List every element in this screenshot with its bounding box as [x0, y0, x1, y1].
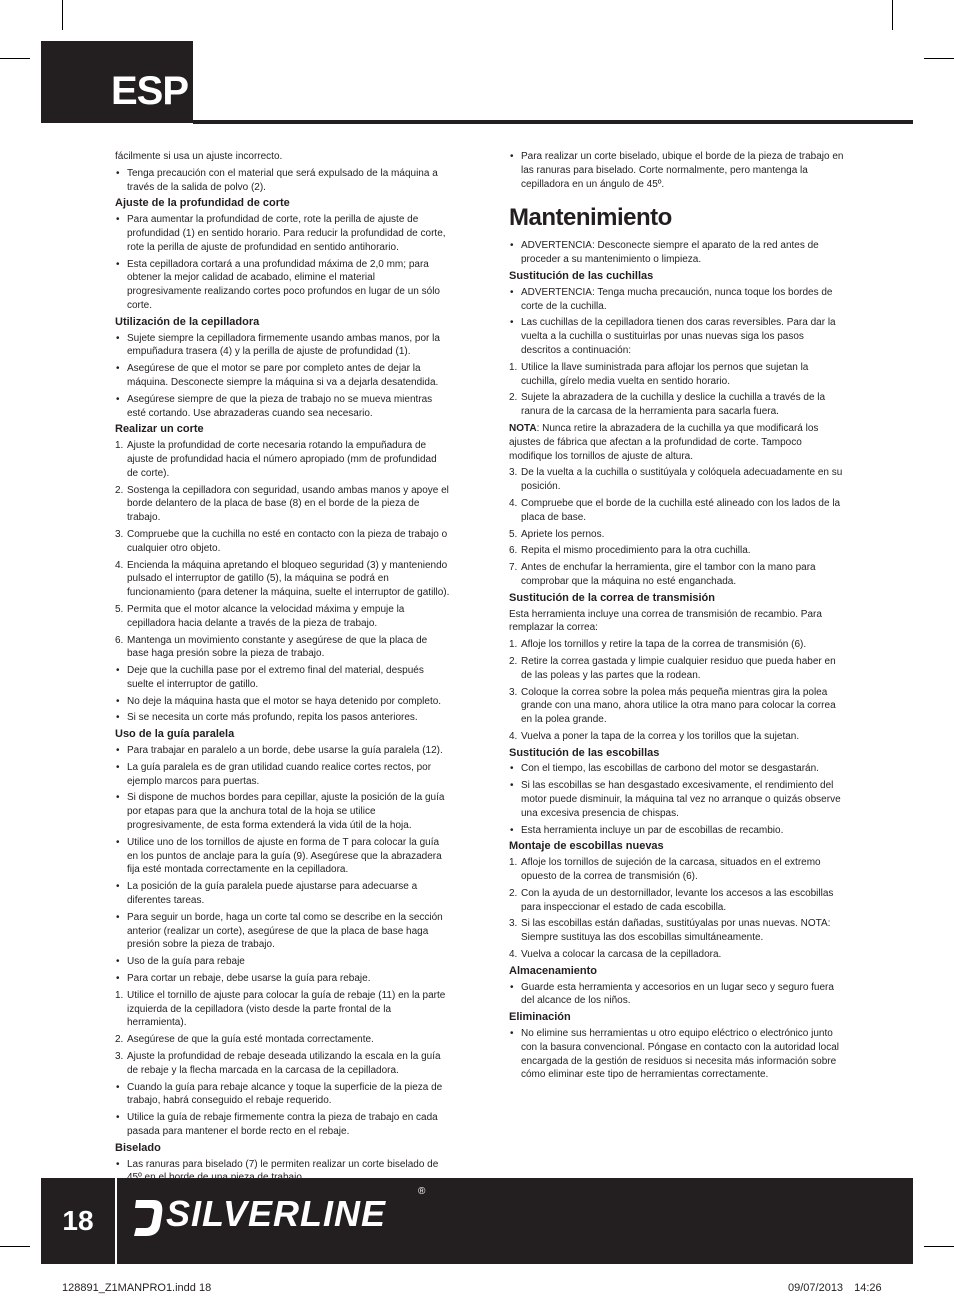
- numbered-item: [115, 559, 450, 600]
- numbered-item: [115, 528, 450, 556]
- item-text: Para aumentar la profundidad de corte, rote la perilla de ajuste de profundidad (1) en sentido horario. Para reducir la profundidad de corte, rote la perilla de ajuste de profundidad en sentido antihorario.: [127, 214, 446, 253]
- note-label: NOTA: [509, 422, 537, 434]
- bullet-icon: •: [510, 981, 514, 993]
- section-heading: Almacenamiento: [509, 964, 598, 977]
- bullet-item: [115, 761, 450, 789]
- bullet-item: [115, 362, 450, 390]
- item-text: Repita el mismo procedimiento para la otra cuchilla.: [521, 545, 751, 557]
- section-heading: Sustitución de la correa de transmisión: [509, 591, 715, 604]
- item-text: Vuelva a poner la tapa de la correa y los torillos que la sujetan.: [521, 730, 800, 742]
- item-number: 1.: [115, 989, 124, 1001]
- numbered-item: [115, 634, 450, 662]
- bullet-icon: •: [116, 1158, 120, 1170]
- section-heading: Utilización de la cepilladora: [115, 315, 260, 328]
- item-text: Para trabajar en paralelo a un borde, debe usarse la guía paralela (12).: [127, 745, 443, 757]
- item-text: Uso de la guía para rebaje: [127, 956, 245, 968]
- item-number: 2.: [509, 392, 518, 404]
- item-text: Apriete los pernos.: [521, 528, 605, 540]
- numbered-item: [509, 686, 844, 727]
- numbered-item: [509, 856, 844, 884]
- bullet-icon: •: [116, 695, 120, 707]
- bullet-icon: •: [510, 151, 514, 162]
- footer-divider: [115, 1178, 117, 1264]
- numbered-item: [509, 361, 844, 389]
- bullet-icon: •: [116, 363, 120, 375]
- item-text: La posición de la guía paralela puede ajustarse para adecuarse a diferentes tareas.: [127, 881, 418, 907]
- bullet-icon: •: [116, 1081, 120, 1093]
- item-text: Antes de enchufar la herramienta, gire el tambor con la mano para comprobar que la máquina no esté enganchada.: [521, 562, 816, 587]
- item-text: Para realizar un corte biselado, ubique el borde de la pieza de trabajo en las ranuras para biselado. Corte normalmente, pero mantenga la cepilladora en un ángulo de 45º.: [521, 151, 844, 190]
- bullet-item: [115, 711, 450, 725]
- item-text: Asegúrese de que la guía esté montada correctamente.: [127, 1034, 374, 1046]
- bullet-icon: •: [116, 214, 120, 226]
- crop-mark: [924, 58, 954, 59]
- item-text: Retire la correa gastada y limpie cualquier residuo que pueda haber en de las poleas y las partes que la rodean.: [521, 655, 836, 681]
- item-number: 5.: [509, 528, 518, 540]
- section-heading: Realizar un corte: [115, 423, 204, 436]
- bullet-item: [509, 824, 844, 838]
- bullet-icon: •: [116, 1112, 120, 1124]
- item-text: Ajuste la profundidad de corte necesaria rotando la empuñadura de ajuste de profundidad hacia el número apropiado (mm de profundidad de corte).: [127, 440, 437, 479]
- item-number: 1.: [115, 440, 124, 452]
- item-number: 6.: [115, 634, 124, 646]
- item-number: 4.: [115, 559, 124, 571]
- section-heading: Ajuste de la profundidad de corte: [115, 197, 290, 210]
- item-text: ADVERTENCIA: Desconecte siempre el aparato de la red antes de proceder a su mantenimiento o limpieza.: [521, 240, 819, 266]
- bullet-item: [115, 791, 450, 832]
- item-text: Coloque la correa sobre la polea más pequeña mientras gira la polea grande con una mano, ahora utilice la otra mano para colocar la correa en la polea grande.: [521, 686, 836, 726]
- item-text: Mantenga un movimiento constante y asegúrese de que la placa de base haga presión sobre la pieza de trabajo.: [127, 634, 428, 660]
- item-number: 5.: [115, 603, 124, 615]
- numbered-item: [509, 466, 844, 494]
- numbered-item: [115, 484, 450, 525]
- item-text: La guía paralela es de gran utilidad cuando realice cortes rectos, por ejemplo marcos para puertas.: [127, 761, 432, 787]
- item-text: Utilice el tornillo de ajuste para colocar la guía de rebaje (11) en la parte izquierda de la cepilladora (visto desde la parte frontal de la herramienta).: [127, 989, 446, 1029]
- logo-hook-icon: [132, 1192, 166, 1242]
- bullet-item: [115, 332, 450, 360]
- item-number: 2.: [509, 887, 518, 899]
- item-text: Con el tiempo, las escobillas de carbono del motor se desgastarán.: [521, 763, 819, 775]
- numbered-item: [115, 1033, 450, 1047]
- numbered-item: [509, 730, 844, 744]
- bullet-icon: •: [116, 712, 120, 724]
- bullet-icon: •: [510, 780, 514, 792]
- item-text: Esta cepilladora cortará a una profundidad máxima de 2,0 mm; para obtener la mejor calidad de acabado, elimine el material progresivamente realizando cortes poco profundos en lugar de un sólo corte.: [127, 258, 440, 311]
- bullet-icon: •: [510, 317, 514, 329]
- bullet-icon: •: [510, 763, 514, 775]
- item-number: 3.: [115, 528, 124, 540]
- bullet-icon: •: [116, 881, 120, 893]
- crop-mark: [62, 0, 63, 30]
- section-heading: Eliminación: [509, 1011, 571, 1024]
- item-text: Si las escobillas están dañadas, sustitúyalas por unas nuevas. NOTA: Siempre sustituya las dos escobillas simultáneamente.: [521, 918, 831, 944]
- paragraph: Esta herramienta incluye una correa de transmisión de recambio. Para remplazar la correa:: [509, 608, 822, 634]
- item-text: Ajuste la profundidad de rebaje deseada utilizando la escala en la guía de rebaje y la flecha marcada en la carcasa de la cepilladora.: [127, 1051, 441, 1076]
- numbered-item: [509, 497, 844, 525]
- item-text: Compruebe que el borde de la cuchilla esté alineado con los lados de la placa de base.: [521, 497, 841, 523]
- item-text: Sujete la abrazadera de la cuchilla y deslice la cuchilla a través de la ranura de la carcasa de la herramienta para sacarla fuera.: [521, 392, 826, 418]
- date-slug: 09/07/2013 14:26: [788, 1282, 882, 1294]
- item-text: ADVERTENCIA: Tenga mucha precaución, nunca toque los bordes de corte de la cuchilla.: [521, 286, 833, 312]
- language-label: ESP: [111, 69, 189, 113]
- item-text: Si se necesita un corte más profundo, repita los pasos anteriores.: [127, 712, 418, 724]
- bullet-item: [509, 762, 844, 776]
- numbered-item: [115, 439, 450, 480]
- item-text: Sujete siempre la cepilladora firmemente usando ambas manos, por la empuñadura trasera (4) y la perilla de ajuste de profundidad (1).: [127, 332, 440, 358]
- bullet-item: [115, 1111, 450, 1139]
- section-title: Mantenimiento: [509, 204, 672, 232]
- item-text: Esta herramienta incluye un par de escobillas de recambio.: [521, 824, 784, 836]
- note-text: : Nunca retire la abrazadera de la cuchilla ya que modificará los ajustes de fábrica que afectan a la profundidad de corte. Tampoco modifique los tornillos de ajuste de altura.: [509, 422, 819, 462]
- bullet-item: [115, 213, 450, 254]
- page-number: 18: [62, 1205, 94, 1236]
- crop-mark: [0, 58, 30, 59]
- bullet-icon: •: [116, 393, 120, 405]
- item-text: Cuando la guía para rebaje alcance y toque la superficie de la pieza de trabajo, habrá conseguido el rebaje requerido.: [127, 1081, 443, 1107]
- numbered-item: [509, 638, 844, 652]
- bullet-icon: •: [116, 761, 120, 773]
- item-text: Con la ayuda de un destornillador, levante los accesos a las escobillas para inspeccionar el estado de cada escobilla.: [521, 887, 834, 913]
- bullet-icon: •: [116, 332, 120, 344]
- item-text: Encienda la máquina apretando el bloqueo seguridad (3) y manteniendo pulsado el interruptor de gatillo (5), la máquina se podrá en funcionamiento (para detener la máquina, suelte el interruptor de gatillo).: [127, 559, 450, 599]
- bullet-item: [509, 779, 844, 820]
- language-tab: [41, 41, 193, 123]
- bullet-icon: •: [116, 792, 120, 804]
- bullet-item: [509, 150, 844, 191]
- bullet-icon: •: [116, 745, 120, 757]
- numbered-item: [509, 544, 844, 558]
- numbered-item: [509, 917, 844, 945]
- bullet-icon: •: [510, 286, 514, 298]
- bullet-item: [115, 664, 450, 692]
- bullet-icon: •: [510, 1028, 514, 1040]
- item-number: 3.: [509, 918, 518, 930]
- item-number: 3.: [509, 467, 518, 479]
- bullet-item: [509, 1027, 844, 1082]
- crop-mark: [0, 1246, 30, 1247]
- logo-wordmark: SILVERLINE: [166, 1193, 387, 1234]
- bullet-icon: •: [116, 836, 120, 848]
- section-heading: Sustitución de las cuchillas: [509, 269, 654, 282]
- item-text: Utilice uno de los tornillos de ajuste en forma de T para colocar la guía en los puntos de anclaje para la guía (9). Asegúrese que la abrazadera fija esté montada correctamente en la cepilladora.: [127, 836, 442, 876]
- bullet-item: [115, 880, 450, 908]
- item-text: Las cuchillas de la cepilladora tienen dos caras reversibles. Para dar la vuelta a la cuchilla o sustituirlas por unas nuevas siga los pasos descritos a continuación:: [521, 317, 836, 356]
- file-slug: 128891_Z1MANPRO1.indd 18: [62, 1282, 212, 1294]
- bullet-item: [115, 836, 450, 877]
- paragraph: fácilmente si usa un ajuste incorrecto.: [115, 151, 283, 162]
- left-column: [115, 150, 450, 1188]
- item-text: Utilice la guía de rebaje firmemente contra la pieza de trabajo en cada pasada para mantener el borde recto en el rebaje.: [127, 1112, 438, 1137]
- bullet-icon: •: [116, 956, 120, 968]
- right-column: [509, 150, 844, 1085]
- item-text: Tenga precaución con el material que será expulsado de la máquina a través de la salida de polvo (2).: [127, 167, 438, 193]
- item-number: 3.: [509, 686, 518, 698]
- item-text: Sostenga la cepilladora con seguridad, usando ambas manos y apoye el borde delantero de la placa de base (8) en el borde de la pieza de trabajo.: [127, 484, 449, 524]
- bullet-icon: •: [116, 973, 120, 985]
- bullet-icon: •: [116, 258, 120, 270]
- item-number: 2.: [115, 1034, 124, 1046]
- bullet-item: [115, 972, 450, 986]
- bullet-item: [115, 1081, 450, 1109]
- item-text: Las ranuras para biselado (7) le permiten realizar un corte biselado de: [127, 1158, 439, 1170]
- numbered-item: [509, 948, 844, 962]
- item-number: 1.: [509, 361, 518, 373]
- item-number: 1.: [509, 857, 518, 869]
- bullet-item: [115, 744, 450, 758]
- item-text: No deje la máquina hasta que el motor se haya detenido por completo.: [127, 695, 442, 707]
- section-heading: Uso de la guía paralela: [115, 728, 235, 741]
- item-text: De la vuelta a la cuchilla o sustitúyala y colóquela adecuadamente en su posición.: [521, 467, 843, 493]
- bullet-item: [115, 955, 450, 969]
- section-heading: Sustitución de las escobillas: [509, 746, 660, 759]
- section-heading: Montaje de escobillas nuevas: [509, 840, 664, 853]
- numbered-item: [509, 561, 844, 589]
- item-text: Para cortar un rebaje, debe usarse la guía para rebaje.: [127, 973, 371, 985]
- item-text: Vuelva a colocar la carcasa de la cepilladora.: [521, 949, 722, 961]
- item-text: Asegúrese siempre de que la pieza de trabajo no se mueva mientras esté cortando. Use abrazaderas cuando sea necesario.: [127, 393, 433, 419]
- item-number: 7.: [509, 562, 518, 574]
- item-text: Si las escobillas se han desgastado excesivamente, el rendimiento del motor puede disminuir, la máquina tal vez no arranque o quizás observe una excesiva presencia de chispas.: [521, 780, 841, 819]
- item-number: 2.: [509, 655, 518, 667]
- bullet-item: [115, 258, 450, 313]
- item-number: 4.: [509, 497, 518, 509]
- bullet-item: [115, 911, 450, 952]
- bullet-item: [509, 981, 844, 1009]
- header-rule: [193, 120, 913, 124]
- numbered-item: [115, 1050, 450, 1078]
- bullet-icon: •: [116, 665, 120, 677]
- item-number: 4.: [509, 730, 518, 742]
- item-text: Afloje los tornillos y retire la tapa de la correa de transmisión (6).: [521, 639, 807, 651]
- item-number: 1.: [509, 639, 518, 651]
- item-text: Compruebe que la cuchilla no esté en contacto con la pieza de trabajo o cualquier otro objeto.: [127, 528, 448, 554]
- bullet-icon: •: [510, 824, 514, 836]
- item-number: 6.: [509, 545, 518, 557]
- bullet-icon: •: [116, 167, 120, 179]
- item-text: Deje que la cuchilla pase por el extremo final del material, después suelte el interruptor de gatillo.: [127, 665, 424, 690]
- item-text: Utilice la llave suministrada para aflojar los pernos que sujetan la cuchilla, gírelo media vuelta en sentido horario.: [521, 361, 809, 387]
- item-text: Si dispone de muchos bordes para cepillar, ajuste la posición de la guía por etapas para que la anchura total de la hoja se utilice progresivamente, de esta forma extenderá la vida útil de la hoja.: [127, 792, 445, 832]
- numbered-item: [115, 603, 450, 631]
- item-number: 2.: [115, 484, 124, 496]
- bullet-icon: •: [510, 240, 514, 252]
- item-number: 3.: [115, 1051, 124, 1063]
- item-text: Asegúrese de que el motor se pare por completo antes de dejar la máquina. Desconecte siempre la máquina si va a dejarla desatendida.: [127, 363, 439, 388]
- numbered-item: [509, 528, 844, 542]
- bullet-item: [115, 695, 450, 709]
- item-text: No elimine sus herramientas u otro equipo eléctrico o electrónico junto con la basura convencional. Póngase en contacto con la autoridad local encargada de la gestión de residuos si necesita más información sobre cómo eliminar este tipo de herramientas correctamente.: [521, 1028, 839, 1081]
- bullet-item: [115, 167, 450, 195]
- item-text: Guarde esta herramienta y accesorios en un lugar seco y seguro fuera del alcance de los niños.: [521, 981, 834, 1007]
- crop-mark: [924, 1246, 954, 1247]
- silverline-logo: [132, 1186, 432, 1240]
- item-number: 4.: [509, 949, 518, 961]
- bullet-item: [509, 316, 844, 357]
- item-text: Afloje los tornillos de sujeción de la carcasa, situados en el extremo opuesto de la correa de transmisión (6).: [521, 857, 821, 883]
- item-text: Permita que el motor alcance la velocidad máxima y empuje la cepilladora hacia delante a través de la pieza de trabajo.: [127, 603, 405, 629]
- numbered-item: [115, 989, 450, 1030]
- bullet-item: [509, 239, 844, 267]
- numbered-item: [509, 655, 844, 683]
- item-text: Para seguir un borde, haga un corte tal como se describe en la sección anterior (realizar un corte), asegúrese de que la placa de base haga presión sobre la pieza de trabajo.: [127, 911, 443, 951]
- numbered-item: [509, 887, 844, 915]
- bullet-item: [115, 393, 450, 421]
- bullet-item: [509, 286, 844, 314]
- registered-mark: ®: [418, 1186, 426, 1197]
- note-item: [509, 422, 844, 463]
- numbered-item: [509, 391, 844, 419]
- crop-mark: [892, 0, 893, 30]
- section-heading: Biselado: [115, 1141, 161, 1154]
- bullet-icon: •: [116, 911, 120, 923]
